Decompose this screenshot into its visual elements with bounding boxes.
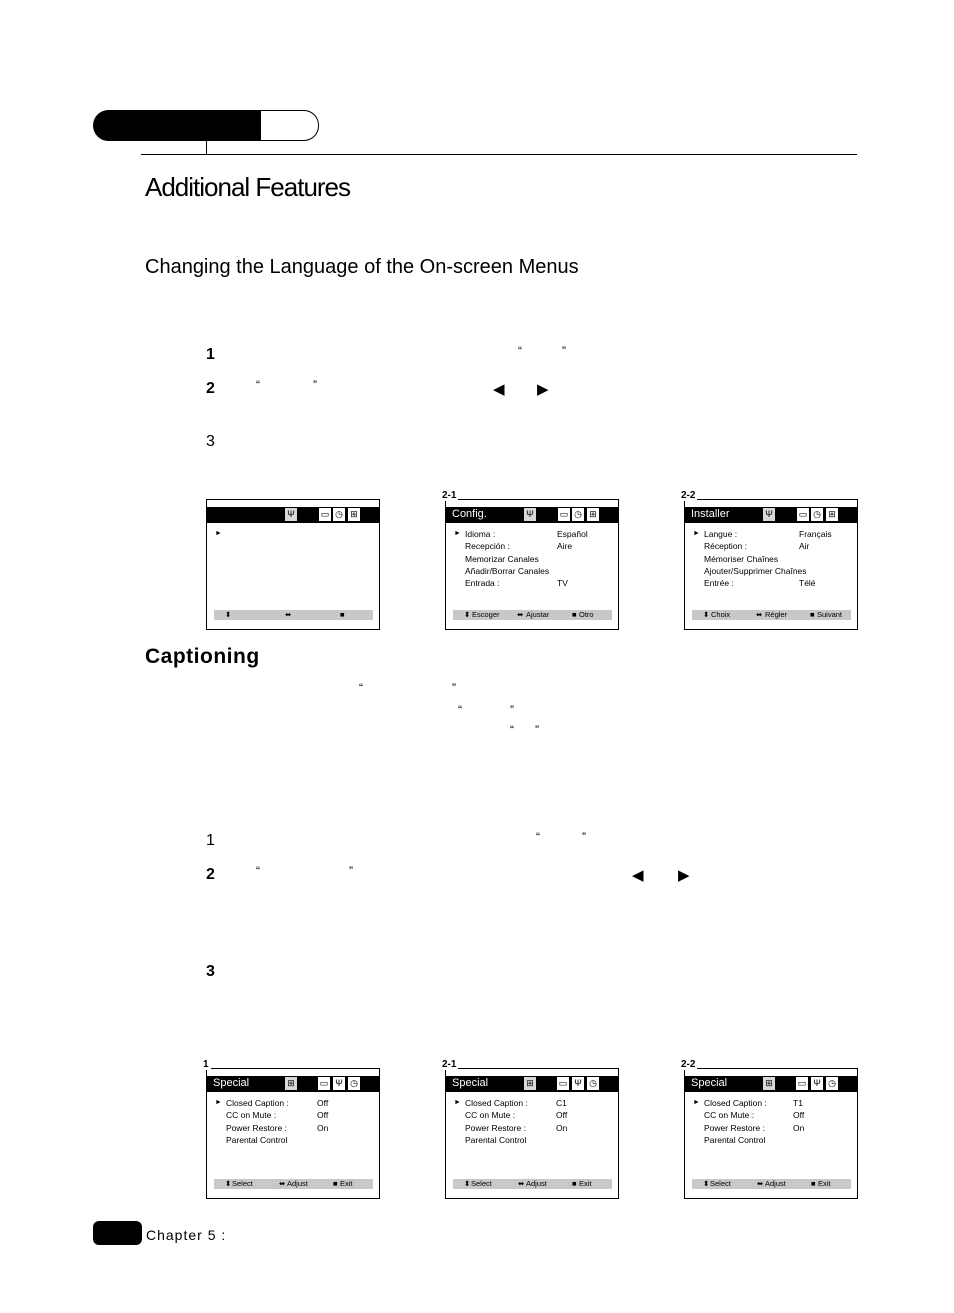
clock-icon: ◷ — [587, 1077, 599, 1090]
osd-row: ► Closed Caption : T1 — [693, 1098, 803, 1108]
wrench-icon: Ψ — [524, 508, 536, 521]
osd-screen-2-1 — [442, 490, 619, 630]
pointer-icon: ► — [454, 1099, 461, 1106]
osd-screen-2-2 — [681, 490, 858, 630]
step-number: 3 — [206, 963, 215, 980]
osd-footer: ⬍ Select ⬌ Adjust ■ Exit — [692, 1179, 851, 1189]
osd-row: Réception : Air — [704, 541, 810, 552]
close-quote: ” — [510, 703, 514, 717]
osd-rows — [454, 528, 614, 589]
osd-rows — [454, 1097, 614, 1146]
close-quote: ” — [535, 723, 539, 737]
osd-row: Entrée : Télé — [704, 578, 816, 589]
square-icon: ■ — [572, 1179, 577, 1188]
step-number: 2 — [206, 866, 215, 883]
chapter-tab-outline — [261, 110, 319, 141]
osd-row: ► Closed Caption : Off — [215, 1098, 329, 1108]
step-number: 2 — [206, 380, 215, 397]
updown-icon: ⬍ — [225, 610, 232, 619]
osd-menu-bar — [685, 507, 857, 523]
open-quote: “ — [518, 344, 522, 358]
osd-menu-title: Special — [213, 1077, 250, 1089]
osd-menu-title: Special — [691, 1077, 728, 1089]
clock-icon: ◷ — [348, 1077, 360, 1090]
clock-icon: ◷ — [572, 508, 584, 521]
osd-menu-bar — [446, 507, 618, 523]
osd-row: ► Closed Caption : C1 — [454, 1098, 567, 1108]
osd-row: Power Restore : On — [226, 1122, 329, 1133]
leftright-icon: ⬌ — [756, 610, 763, 619]
square-icon: ■ — [810, 610, 815, 619]
leftright-icon: ⬌ — [517, 610, 524, 619]
leftright-icon: ⬌ — [285, 610, 292, 619]
osd-menu-title: Config. — [452, 508, 487, 520]
osd-row: Power Restore : On — [465, 1122, 568, 1133]
step-number: 1 — [206, 346, 215, 363]
osd-menu-title: Installer — [691, 508, 730, 520]
section-heading-language: Changing the Language of the On-screen Menus — [145, 256, 579, 278]
close-quote: ” — [582, 830, 586, 844]
osd-footer — [214, 610, 373, 620]
gift-icon: ⊞ — [763, 1077, 775, 1090]
osd-row: ► Langue : Français — [693, 529, 832, 539]
chapter-tab-filled — [93, 110, 263, 141]
tv-icon: ▭ — [798, 509, 808, 519]
square-icon: ■ — [572, 610, 577, 619]
osd-rows — [215, 1097, 375, 1146]
gift-icon: ⊞ — [285, 1077, 297, 1090]
gift-icon: ⊞ — [524, 1077, 536, 1090]
open-quote: “ — [256, 378, 260, 392]
osd-row: Entrada : TV — [465, 578, 568, 589]
pointer-icon: ► — [215, 1099, 222, 1106]
osd-row: Power Restore : On — [704, 1122, 805, 1133]
gift-icon: ⊞ — [348, 508, 360, 521]
updown-icon: ⬍ — [464, 1179, 471, 1188]
osd-menu-title: Special — [452, 1077, 489, 1089]
clock-icon: ◷ — [826, 1077, 838, 1090]
wrench-icon: Ψ — [763, 508, 775, 521]
tv-icon: ▭ — [558, 1078, 568, 1088]
screen-label: 2-2 — [681, 1059, 696, 1070]
updown-icon: ⬍ — [464, 610, 471, 619]
pointer-icon: ► — [693, 530, 700, 537]
close-quote: ” — [313, 378, 317, 392]
header-tick — [206, 141, 207, 155]
close-quote: ” — [452, 681, 456, 695]
osd-menu-bar — [685, 1076, 857, 1092]
section-heading-captioning: Captioning — [145, 645, 260, 668]
osd-rows — [693, 1097, 853, 1146]
close-quote: ” — [562, 344, 566, 358]
osd-row: Parental Control — [465, 1134, 527, 1145]
osd-footer: ⬍ Select ⬌ Adjust ■ Exit — [453, 1179, 612, 1189]
osd-row: Recepción : Aire — [465, 541, 573, 552]
right-arrow-icon: ▶ — [537, 381, 549, 398]
square-icon: ■ — [333, 1179, 338, 1188]
osd-menu-bar — [207, 1076, 379, 1092]
leftright-icon: ⬌ — [757, 1179, 764, 1188]
clock-icon: ◷ — [811, 508, 823, 521]
osd-row: Memorizar Canales — [465, 553, 539, 564]
square-icon: ■ — [811, 1179, 816, 1188]
open-quote: “ — [359, 681, 363, 695]
osd-row: CC on Mute : Off — [465, 1110, 568, 1121]
open-quote: “ — [536, 830, 540, 844]
osd-footer: ⬍ Choix ⬌ Régler ■ Suivant — [692, 610, 851, 620]
osd-row: Parental Control — [704, 1134, 766, 1145]
screen-label: 2-2 — [681, 490, 696, 501]
osd-menu-bar — [207, 507, 379, 523]
screen-label: 2-1 — [442, 1059, 457, 1070]
wrench-icon: Ψ — [333, 1077, 345, 1090]
osd-screen-2-2 — [681, 1059, 858, 1199]
osd-rows — [215, 528, 375, 540]
open-quote: “ — [256, 864, 260, 878]
osd-row: Parental Control — [226, 1134, 288, 1145]
leftright-icon: ⬌ — [279, 1179, 286, 1188]
pointer-icon: ► — [215, 530, 222, 537]
page-title: Additional Features — [145, 172, 351, 202]
tv-icon: ▭ — [319, 1078, 329, 1088]
square-icon: ■ — [340, 610, 345, 619]
step-number: 3 — [206, 433, 215, 450]
wrench-icon: Ψ — [572, 1077, 584, 1090]
left-arrow-icon: ◀ — [493, 381, 505, 398]
osd-footer: ⬍ Select ⬌ Adjust ■ Exit — [214, 1179, 373, 1189]
gift-icon: ⊞ — [826, 508, 838, 521]
left-arrow-icon: ◀ — [632, 867, 644, 884]
osd-screen-1 — [203, 1059, 380, 1199]
osd-row: Añadir/Borrar Canales — [465, 565, 550, 576]
pointer-icon: ► — [454, 530, 461, 537]
right-arrow-icon: ▶ — [678, 867, 690, 884]
leftright-icon: ⬌ — [518, 1179, 525, 1188]
header-rule — [141, 154, 857, 155]
chapter-label: Chapter 5 : — [146, 1227, 227, 1243]
tv-icon: ▭ — [320, 509, 330, 519]
osd-menu-bar — [446, 1076, 618, 1092]
updown-icon: ⬍ — [225, 1179, 232, 1188]
osd-screen-1 — [206, 499, 380, 630]
osd-screen-2-1 — [442, 1059, 619, 1199]
screen-label: 2-1 — [442, 490, 457, 501]
osd-rows — [693, 528, 853, 589]
screen-label: 1 — [203, 1059, 209, 1070]
osd-row: Mémoriser Chaînes — [704, 553, 779, 564]
tv-icon: ▭ — [559, 509, 569, 519]
osd-footer: ⬍ Escoger ⬌ Ajustar ■ Otro — [453, 610, 612, 620]
close-quote: ” — [349, 864, 353, 878]
page-number-pill — [93, 1221, 142, 1245]
step-number: 1 — [206, 832, 215, 849]
osd-row: CC on Mute : Off — [226, 1110, 329, 1121]
clock-icon: ◷ — [333, 508, 345, 521]
wrench-icon: Ψ — [285, 508, 297, 521]
osd-row: Ajouter/Supprimer Chaînes — [704, 565, 807, 576]
wrench-icon: Ψ — [811, 1077, 823, 1090]
gift-icon: ⊞ — [587, 508, 599, 521]
tv-icon: ▭ — [797, 1078, 807, 1088]
pointer-icon: ► — [693, 1099, 700, 1106]
open-quote: “ — [510, 723, 514, 737]
osd-row: ► Idioma : Español — [454, 529, 588, 539]
updown-icon: ⬍ — [703, 1179, 710, 1188]
osd-row — [215, 528, 375, 540]
updown-icon: ⬍ — [703, 610, 710, 619]
open-quote: “ — [458, 703, 462, 717]
osd-row: CC on Mute : Off — [704, 1110, 805, 1121]
